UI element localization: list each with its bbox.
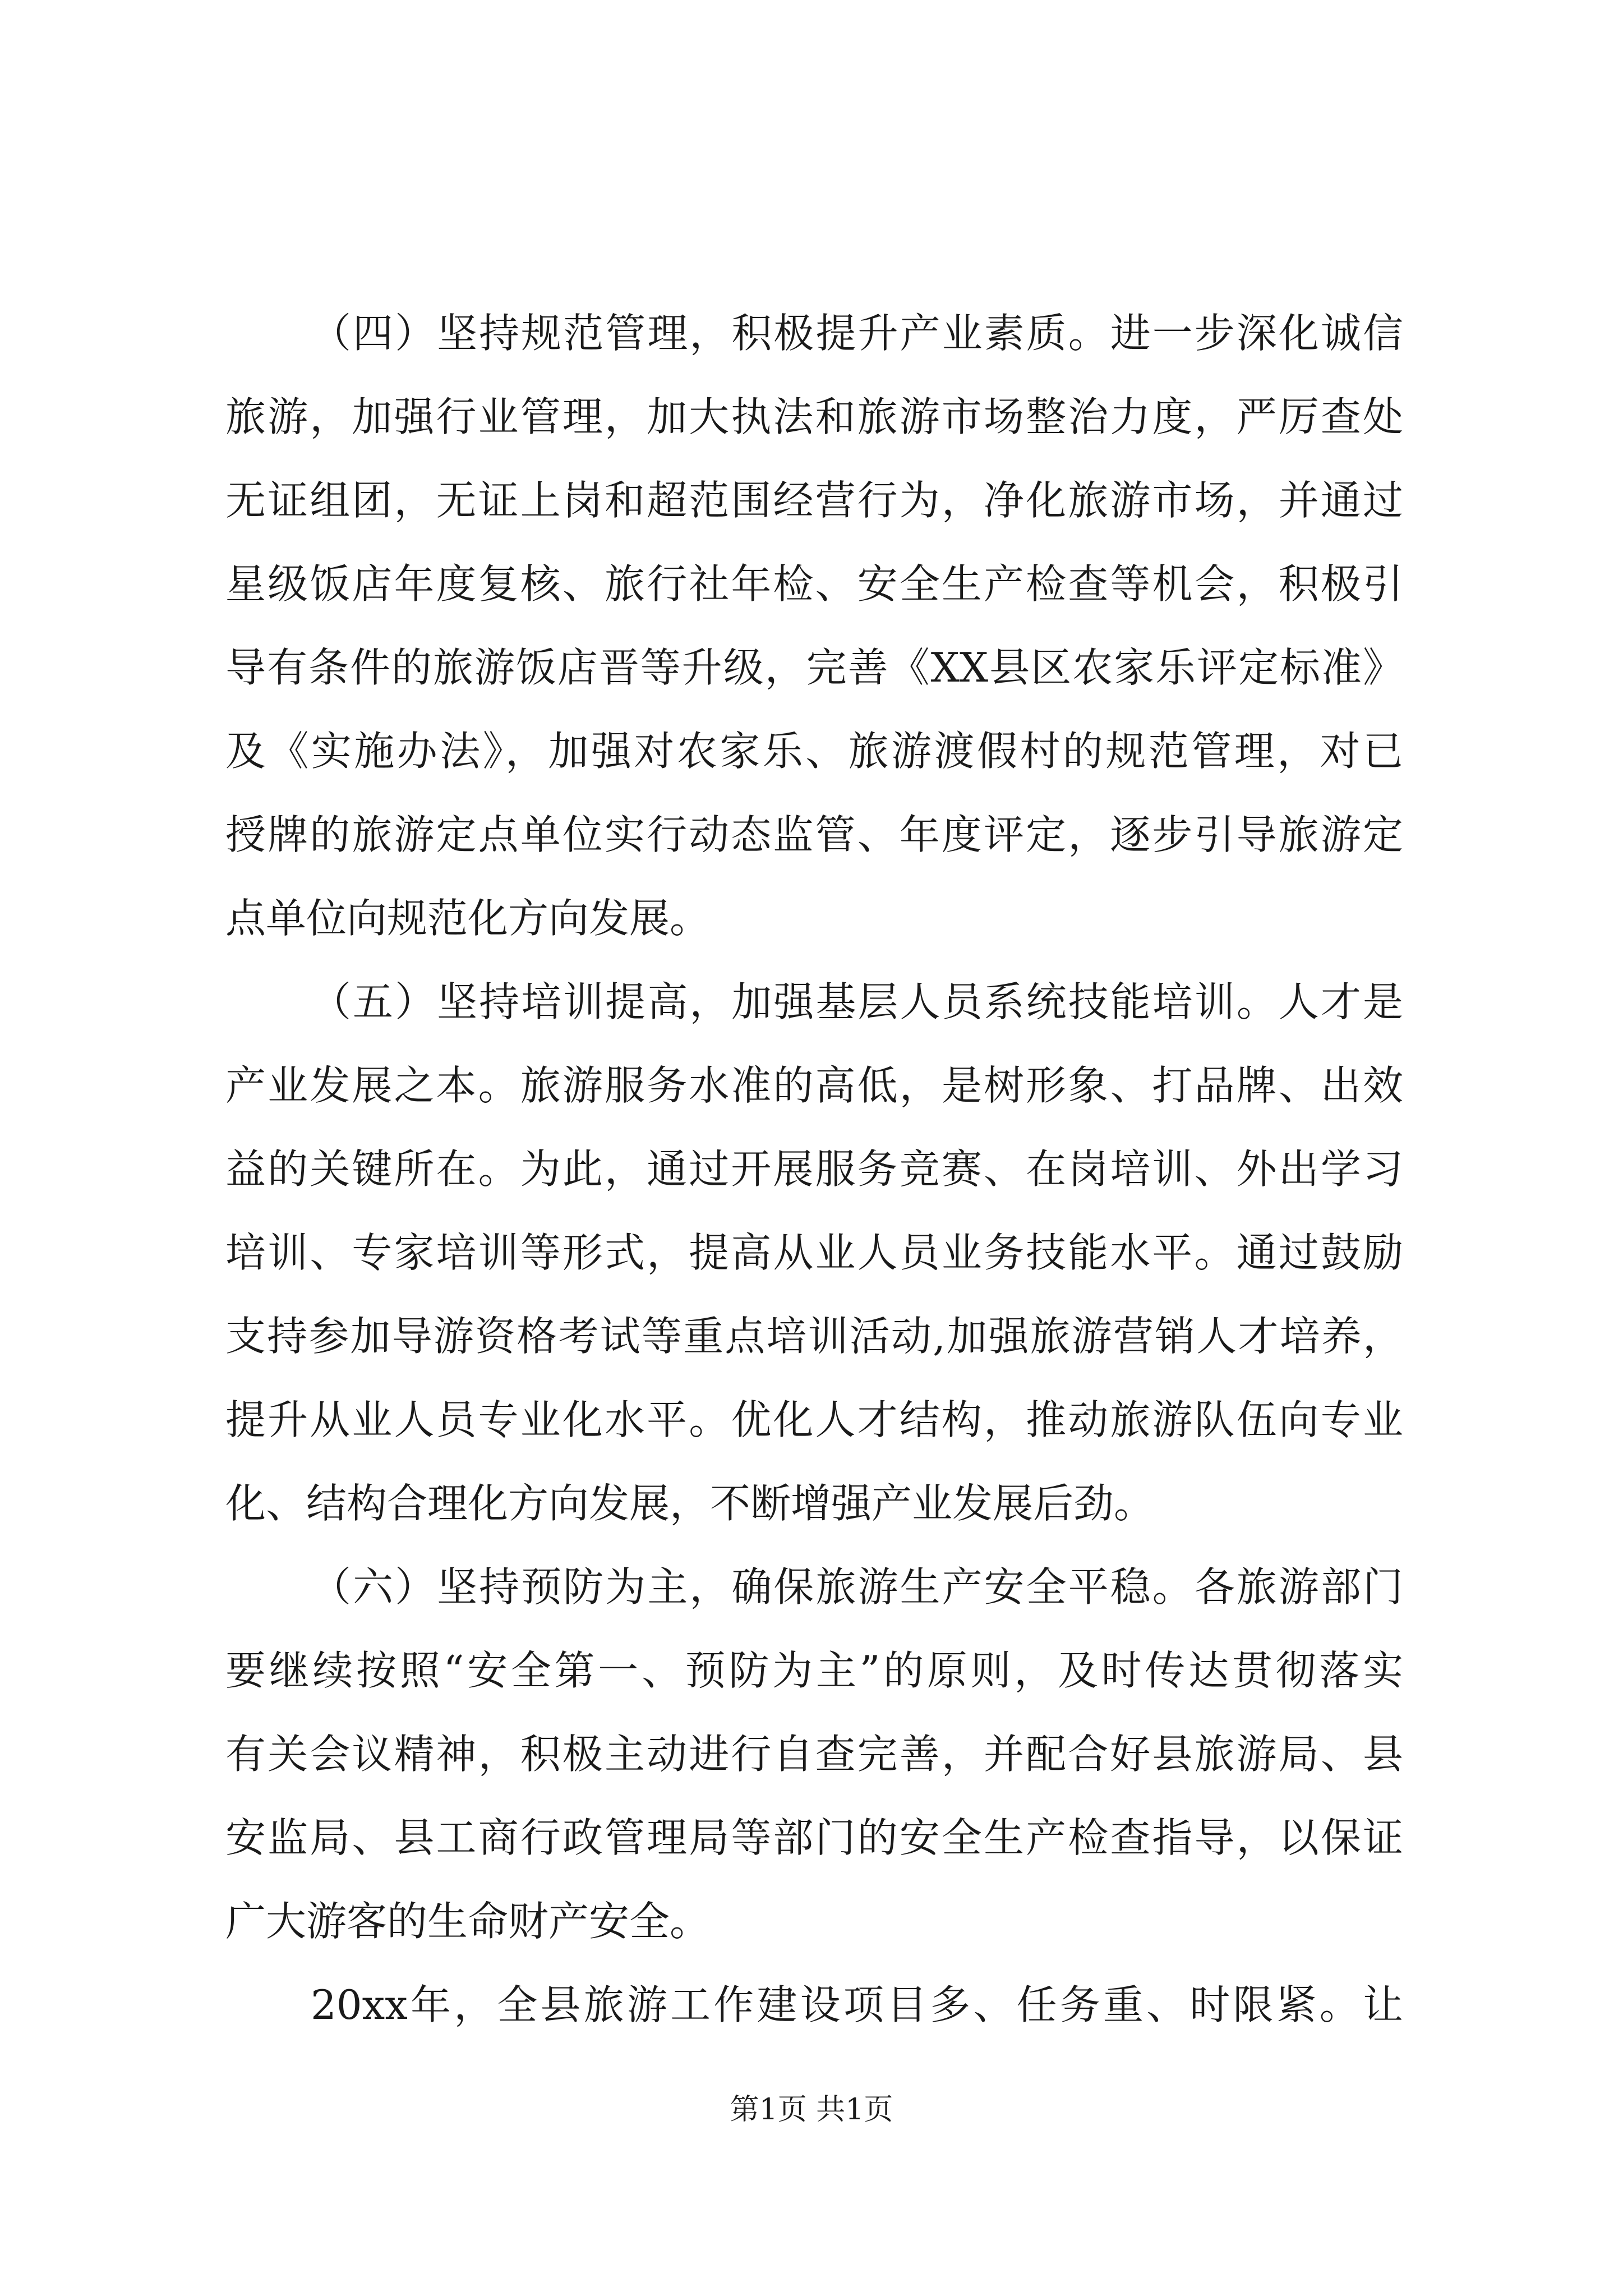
document-body	[225, 292, 1403, 2047]
paragraph-4-line-8: 点单位向规范化方向发展。	[225, 895, 711, 942]
paragraph-6-line-1: （六）坚持预防为主，确保旅游生产安全平稳。各旅游部门	[311, 1563, 1403, 1611]
paragraph-6-line-4: 安监局、县工商行政管理局等部门的安全生产检查指导，以保证	[225, 1814, 1403, 1861]
paragraph-4-line-5: 导有条件的旅游饭店晋等升级，完善《XX县区农家乐评定标准》	[225, 644, 1403, 691]
page-footer: 第1页 共1页	[730, 2093, 893, 2127]
paragraph-5-line-3: 益的关键所在。为此，通过开展服务竞赛、在岗培训、外出学习	[225, 1145, 1403, 1193]
paragraph-4-line-7: 授牌的旅游定点单位实行动态监管、年度评定，逐步引导旅游定	[225, 811, 1403, 858]
paragraph-6-line-2: 要继续按照“安全第一、预防为主”的原则，及时传达贯彻落实	[225, 1647, 1403, 1694]
paragraph-5-line-2: 产业发展之本。旅游服务水准的高低，是树形象、打品牌、出效	[225, 1062, 1403, 1109]
paragraph-5-line-1: （五）坚持培训提高，加强基层人员系统技能培训。人才是	[311, 978, 1403, 1025]
paragraph-6-line-5: 广大游客的生命财产安全。	[225, 1898, 711, 1945]
paragraph-5-line-7: 化、结构合理化方向发展，不断增强产业发展后劲。	[225, 1480, 1155, 1527]
paragraph-4-line-3: 无证组团，无证上岗和超范围经营行为，净化旅游市场，并通过	[225, 477, 1403, 524]
paragraph-7-line-1: 20xx年，全县旅游工作建设项目多、任务重、时限紧。让	[311, 1981, 1403, 2028]
paragraph-4-line-6: 及《实施办法》，加强对农家乐、旅游渡假村的规范管理，对已	[225, 728, 1403, 775]
paragraph-6-line-3: 有关会议精神，积极主动进行自查完善，并配合好县旅游局、县	[225, 1731, 1403, 1778]
paragraph-5-line-6: 提升从业人员专业化水平。优化人才结构，推动旅游队伍向专业	[225, 1396, 1403, 1443]
paragraph-4-line-1: （四）坚持规范管理，积极提升产业素质。进一步深化诚信	[311, 310, 1403, 357]
paragraph-5-line-5: 支持参加导游资格考试等重点培训活动,加强旅游营销人才培养，	[225, 1313, 1403, 1360]
paragraph-5-line-4: 培训、专家培训等形式，提高从业人员业务技能水平。通过鼓励	[225, 1229, 1403, 1276]
paragraph-4-line-4: 星级饭店年度复核、旅行社年检、安全生产检查等机会，积极引	[225, 560, 1403, 608]
paragraph-4-line-2: 旅游，加强行业管理，加大执法和旅游市场整治力度，严厉查处	[225, 393, 1403, 440]
